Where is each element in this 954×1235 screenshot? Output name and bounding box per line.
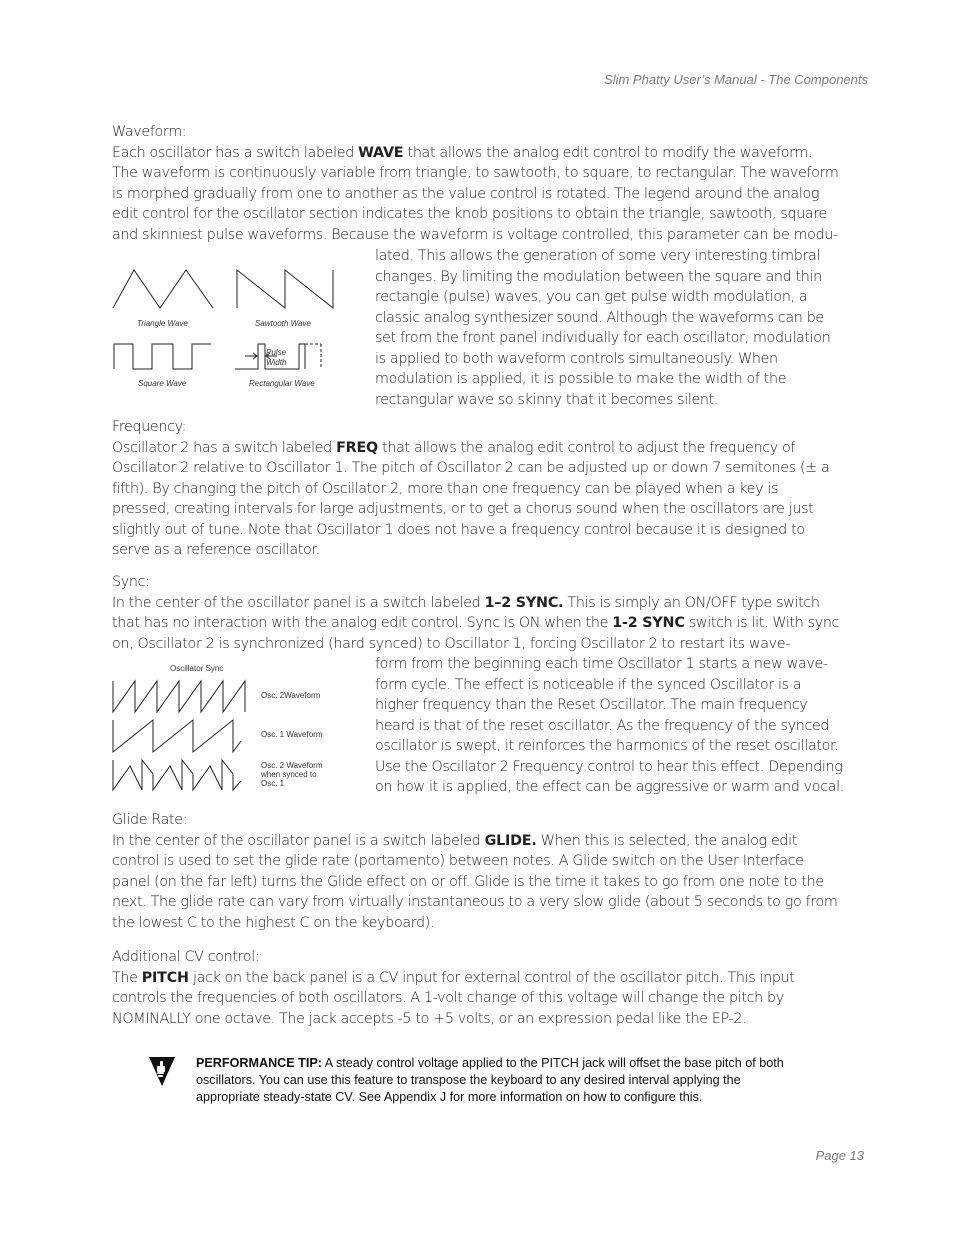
- waveform-section: [112, 122, 840, 245]
- waveform-paragraph-2: lated. This allows the generation of some very interesting timbral changes. By limiting the modulation between the square and thin rectangle (pulse) waves, you can get pulse width modulation, a classic analog synthesizer sound. Although the waveforms can be set from the front panel individually for each oscillator, modulation is applied to both waveform controls simultaneously. When modulation is applied, it is possible to make the width of the rectangular wave so skinny that it becomes silent.: [375, 248, 831, 408]
- osc2-label: Osc. 2Waveform: [261, 691, 321, 700]
- synced-label-3: Osc. 1: [261, 779, 285, 788]
- frequency-section: [112, 417, 840, 561]
- sync-keyword-2: 1-2 SYNC: [612, 615, 685, 631]
- square-caption: Square Wave: [138, 379, 187, 388]
- sawtooth-wave: [237, 270, 333, 308]
- thumbs-up-icon: [147, 1055, 177, 1091]
- sync-figure-title: Oscillator Sync: [170, 664, 224, 673]
- square-wave: [114, 344, 211, 369]
- osc1-waveform: [113, 720, 241, 752]
- performance-tip: [196, 1055, 786, 1106]
- sync-continued: [375, 654, 845, 798]
- sync-paragraph-2: form from the beginning each time Oscillator 1 starts a new wave-form cycle. The effect is noticeable if the synced Oscillator is a higher frequency than the Reset Oscillator. The main frequency heard is that of the reset oscillator. As the frequency of the synced oscillator is swept, it reinforces the harmonics of the reset oscillator. Use the Oscillator 2 Frequency control to hear this effect. Depending on how it is applied, the effect can be aggressive or warm and vocal.: [375, 656, 844, 795]
- sync-figure: [110, 660, 340, 795]
- width-label: Width: [266, 358, 287, 367]
- running-header: Slim Phatty User’s Manual - The Components: [604, 72, 868, 87]
- sync-keyword: 1–2 SYNC.: [484, 594, 564, 611]
- glide-section: [112, 810, 840, 933]
- sync-section: [112, 572, 840, 654]
- synced-waveform: [113, 760, 241, 790]
- wave-keyword: WAVE: [358, 144, 404, 161]
- waveform-paragraph: Each oscillator has a switch labeled WAVE that allows the analog edit control to modify the waveform. The waveform is continuously variable from triangle, to sawtooth, to square, to rectangular. The waveform is morphed gradually from one to another as the value control is rotated. The legend around the analog edit control for the oscillator section indicates the knob positions to obtain the triangle, sawtooth, square and skinniest pulse waveforms. Because the waveform is voltage controlled, this parameter can be modu-: [112, 144, 839, 243]
- tip-text: A steady control voltage applied to the PITCH jack will offset the base pitch of both oscillators. You can use this feature to transpose the keyboard to any desired interval applying the appropriate steady-state CV. See Appendix J for more information on how to configure this.: [196, 1056, 784, 1104]
- osc2-waveform: [113, 681, 245, 712]
- freq-keyword: FREQ: [336, 439, 378, 456]
- triangle-wave: [113, 270, 213, 308]
- glide-heading: Glide Rate:: [112, 812, 188, 828]
- synced-label-2: when synced to: [261, 770, 317, 779]
- pitch-keyword: PITCH: [141, 969, 189, 986]
- sync-heading: Sync:: [112, 574, 150, 590]
- cv-paragraph: The PITCH jack on the back panel is a CV input for external control of the oscillator pitch. This input controls the frequencies of both oscillators. A 1-volt change of this voltage will change the pitch by NOMINALLY one octave. The jack accepts -5 to +5 volts, or an expression pedal like the EP-2.: [112, 969, 795, 1027]
- waveform-heading: Waveform:: [112, 124, 187, 140]
- glide-keyword: GLIDE.: [484, 832, 537, 849]
- cv-heading: Additional CV control:: [112, 949, 260, 965]
- frequency-heading: Frequency:: [112, 419, 187, 435]
- osc1-label: Osc. 1 Waveform: [261, 730, 323, 739]
- page-number: Page 13: [815, 1148, 864, 1163]
- sync-paragraph: In the center of the oscillator panel is a switch labeled 1–2 SYNC. This is simply an ON/OFF type switch that has no interaction with the analog edit control. Sync is ON when the 1-2 SYNC switch is lit. With sync on, Oscillator 2 is synchronized (hard synced) to Oscillator 1, forcing Oscillator 2 to restart its wave-: [112, 594, 840, 652]
- sawtooth-caption: Sawtooth Wave: [255, 319, 311, 328]
- pulse-label: Pulse: [266, 348, 287, 357]
- tip-label: PERFORMANCE TIP:: [196, 1056, 322, 1070]
- waveform-figure: [110, 262, 340, 392]
- frequency-paragraph: Oscillator 2 has a switch labeled FREQ that allows the analog edit control to adjust the frequency of Oscillator 2 relative to Oscillator 1. The pitch of Oscillator 2 can be adjusted up or down 7 semitones (± a fifth). By changing the pitch of Oscillator 2, more than one frequency can be played when a key is pressed, creating intervals for large adjustments, or to get a chorus sound when the oscillators are just slightly out of tune. Note that Oscillator 1 does not have a frequency control because it is designed to serve as a reference oscillator.: [112, 439, 830, 558]
- rectangular-caption: Rectangular Wave: [249, 379, 315, 388]
- synced-label-1: Osc. 2 Waveform: [261, 761, 323, 770]
- cv-section: [112, 947, 840, 1029]
- waveform-continued: [375, 246, 845, 410]
- glide-paragraph: In the center of the oscillator panel is a switch labeled GLIDE. When this is selected, the analog edit control is used to set the glide rate (portamento) between notes. A Glide switch on the User Interface panel (on the far left) turns the Glide effect on or off. Glide is the time it takes to go from one note to the next. The glide rate can vary from virtually instantaneous to a very slow glide (about 5 seconds to go from the lowest C to the highest C on the keyboard).: [112, 832, 838, 931]
- triangle-caption: Triangle Wave: [137, 319, 188, 328]
